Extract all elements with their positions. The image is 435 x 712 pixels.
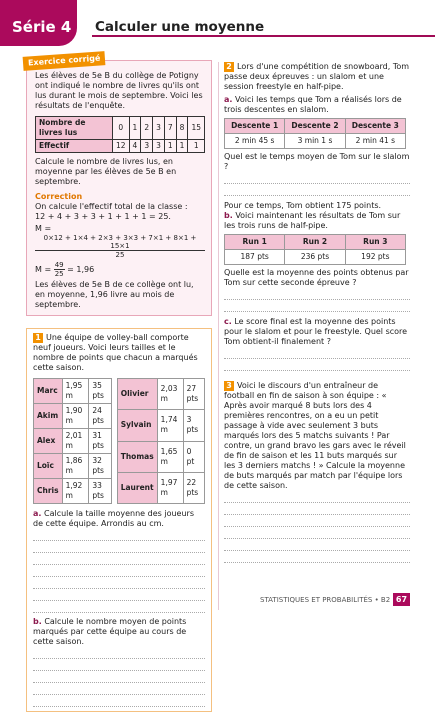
player-points: 0 pt (183, 441, 204, 472)
slalom-table (224, 118, 406, 149)
exercise-text: Lors d'une compétition de snowboard, Tom passe deux épreuves : un slalom et une session freestyle en half-pipe. (224, 62, 410, 91)
player-height: 2,01 m (62, 429, 89, 454)
player-points: 22 pts (183, 472, 204, 503)
player-height: 1,97 m (157, 472, 183, 503)
column-header: Descente 2 (285, 119, 345, 134)
column-divider (218, 62, 219, 610)
question-b (224, 211, 410, 231)
player-points: 3 pts (183, 410, 204, 441)
player-name: Thomas (117, 441, 157, 472)
table-row (117, 410, 204, 441)
page-number: 67 (393, 593, 410, 606)
player-height: 1,86 m (62, 454, 89, 479)
cell: 192 pts (345, 250, 405, 265)
question-text: Calcule le nombre moyen de points marqués par cette équipe au cours de cette saison. (33, 617, 187, 646)
numerator: 49 (54, 261, 64, 269)
exercise-3-statement (224, 381, 410, 491)
footer-text: STATISTIQUES ET PROBABILITÉS • B2 (260, 596, 391, 604)
table-row (34, 479, 112, 504)
player-points: 27 pts (183, 379, 204, 410)
player-name: Sylvain (117, 410, 157, 441)
table-row (34, 429, 112, 454)
column-header: Run 3 (345, 235, 405, 250)
exercise-number: 2 (224, 62, 234, 72)
question-c (224, 317, 410, 347)
players-table-left (33, 378, 112, 504)
result-value: = 1,96 (67, 265, 95, 274)
question-label: b. (33, 617, 42, 626)
cell: 1 (129, 117, 141, 140)
serie-badge: Série 4 (0, 0, 77, 46)
title-underline (92, 35, 435, 37)
player-name: Olivier (117, 379, 157, 410)
player-height: 1,92 m (62, 479, 89, 504)
cell: 8 (176, 117, 188, 140)
player-height: 1,65 m (157, 441, 183, 472)
player-points: 24 pts (89, 404, 111, 429)
cell: 7 (164, 117, 176, 140)
answer-lines[interactable] (33, 647, 205, 707)
runs-table (224, 234, 406, 265)
answer-lines[interactable] (33, 529, 205, 613)
exercise-text: Une équipe de volley-ball comporte neuf joueurs. Voici leurs tailles et le nombre de points que chacun a marqués cette saison. (33, 333, 198, 372)
table-row (117, 441, 204, 472)
correction-line: On calcule l'effectif total de la classe : (35, 202, 188, 211)
corrected-exercise-tab: Exercice corrigé (23, 51, 106, 71)
column-header: Descente 1 (225, 119, 285, 134)
table-row (117, 472, 204, 503)
question-text: Le score final est la moyenne des points pour le slalom et pour le freestyle. Quel score Tom obtient-il finalement ? (224, 317, 408, 346)
question-label: a. (33, 509, 42, 518)
answer-lines[interactable] (224, 172, 410, 196)
player-points: 31 pts (89, 429, 111, 454)
row-label: Nombre de livres lus (36, 117, 113, 140)
player-height: 1,95 m (62, 379, 89, 404)
cell: 2 min 41 s (345, 134, 405, 149)
column-header: Run 2 (285, 235, 345, 250)
player-name: Chris (34, 479, 63, 504)
player-points: 32 pts (89, 454, 111, 479)
player-name: Marc (34, 379, 63, 404)
denominator: 25 (54, 270, 64, 278)
question-b (33, 617, 205, 647)
player-height: 1,74 m (157, 410, 183, 441)
player-height: 1,90 m (62, 404, 89, 429)
table-row (34, 379, 112, 404)
table-row (36, 117, 205, 140)
cell: 3 (153, 140, 165, 153)
exercise-number: 3 (224, 381, 234, 391)
corrige-question: Calcule le nombre de livres lus, en moyenne par les élèves de 5e B en septembre. (35, 157, 177, 186)
fraction (54, 261, 65, 278)
table-row (36, 140, 205, 153)
page-header (0, 0, 435, 46)
table-row (117, 379, 204, 410)
answer-lines[interactable] (224, 288, 410, 312)
cell: 2 min 45 s (225, 134, 285, 149)
column-header: Descente 3 (345, 119, 405, 134)
question-a (33, 509, 205, 529)
right-column (224, 62, 410, 563)
cell: 1 (188, 140, 205, 153)
cell: 1 (164, 140, 176, 153)
player-name: Laurent (117, 472, 157, 503)
correction-line: 12 + 4 + 3 + 3 + 1 + 1 + 1 = 25. (35, 212, 171, 221)
player-name: Alex (34, 429, 63, 454)
players-tables (33, 378, 205, 504)
exercise-2-statement (224, 62, 410, 92)
left-column (26, 53, 212, 712)
answer-lines[interactable] (224, 491, 410, 563)
cell: 3 (141, 140, 153, 153)
question-label: c. (224, 317, 232, 326)
players-table-right (117, 378, 205, 504)
question-text: Quelle est la moyenne des points obtenus par Tom sur cette seconde épreuve ? (224, 268, 409, 287)
question-label: a. (224, 95, 233, 104)
cell: 3 min 1 s (285, 134, 345, 149)
cell: 2 (141, 117, 153, 140)
question-text: Voici maintenant les résultats de Tom sur les trois runs de half-pipe. (224, 211, 401, 230)
question-a (224, 95, 410, 115)
player-points: 33 pts (89, 479, 111, 504)
exercise-text: Voici le discours d'un entraîneur de football en fin de saison à son équipe : « Après avoir marqué 8 buts lors des 4 premières rencontres, on a eu un petit passage à vide avec seulement 3 buts marqués lors des 5 matchs suivants ! Par contre, un grand bravo les gars avec le réveil de fin de saison et les 11 buts marqués sur les 3 derniers matchs ! » Calcule la moyenne de buts marqués par match par l'équipe lors de cette saison. (224, 381, 406, 490)
books-table (35, 116, 205, 153)
table-row (34, 404, 112, 429)
table-row (34, 454, 112, 479)
row-label: Effectif (36, 140, 113, 153)
page-title: Calculer une moyenne (95, 19, 265, 35)
player-height: 2,03 m (157, 379, 183, 410)
cell: 4 (129, 140, 141, 153)
cell: 3 (153, 117, 165, 140)
player-points: 35 pts (89, 379, 111, 404)
mean-result: M = $\frac{49}{25}$ = 1,96 (35, 261, 95, 278)
correction-title: Correction (35, 192, 83, 201)
mean-formula: M = $\frac{0\times 12 + 1\times 4 + 2\times 3 + 3\times 3 + 7\times 1 + 8\times 1 + 15\times 1}{25}$ (35, 224, 205, 259)
cell: 187 pts (225, 250, 285, 265)
exercise-1-statement (33, 333, 205, 373)
question-text: Quel est le temps moyen de Tom sur le slalom ? (224, 152, 410, 171)
statement-text: Pour ce temps, Tom obtient 175 points. (224, 201, 382, 210)
cell: 0 (113, 117, 130, 140)
exercise-number: 1 (33, 333, 43, 343)
correction-conclusion: Les élèves de 5e B de ce collège ont lu, en moyenne, 1,96 livre au mois de septembre. (35, 280, 194, 309)
fraction (35, 234, 205, 259)
question-text: Voici les temps que Tom a réalisés lors de trois descentes en slalom. (224, 95, 402, 114)
question-label: b. (224, 211, 233, 220)
answer-lines[interactable] (224, 347, 410, 371)
cell: 236 pts (285, 250, 345, 265)
column-header: Run 1 (225, 235, 285, 250)
denominator: 25 (115, 251, 125, 259)
corrige-intro: Les élèves de 5e B du collège de Potigny ont indiqué le nombre de livres qu'ils ont lus durant le mois de septembre. Voici les résultats de l'enquête. (35, 71, 203, 110)
exercise-1-box (26, 328, 212, 712)
question-text: Calcule la taille moyenne des joueurs de cette équipe. Arrondis au cm. (33, 509, 194, 528)
player-name: Loïc (34, 454, 63, 479)
numerator: 0×12 + 1×4 + 2×3 + 3×3 + 7×1 + 8×1 + 15×1 (35, 234, 205, 251)
cell: 15 (188, 117, 205, 140)
cell: 12 (113, 140, 130, 153)
cell: 1 (176, 140, 188, 153)
player-name: Akim (34, 404, 63, 429)
corrected-exercise-box (26, 53, 212, 316)
